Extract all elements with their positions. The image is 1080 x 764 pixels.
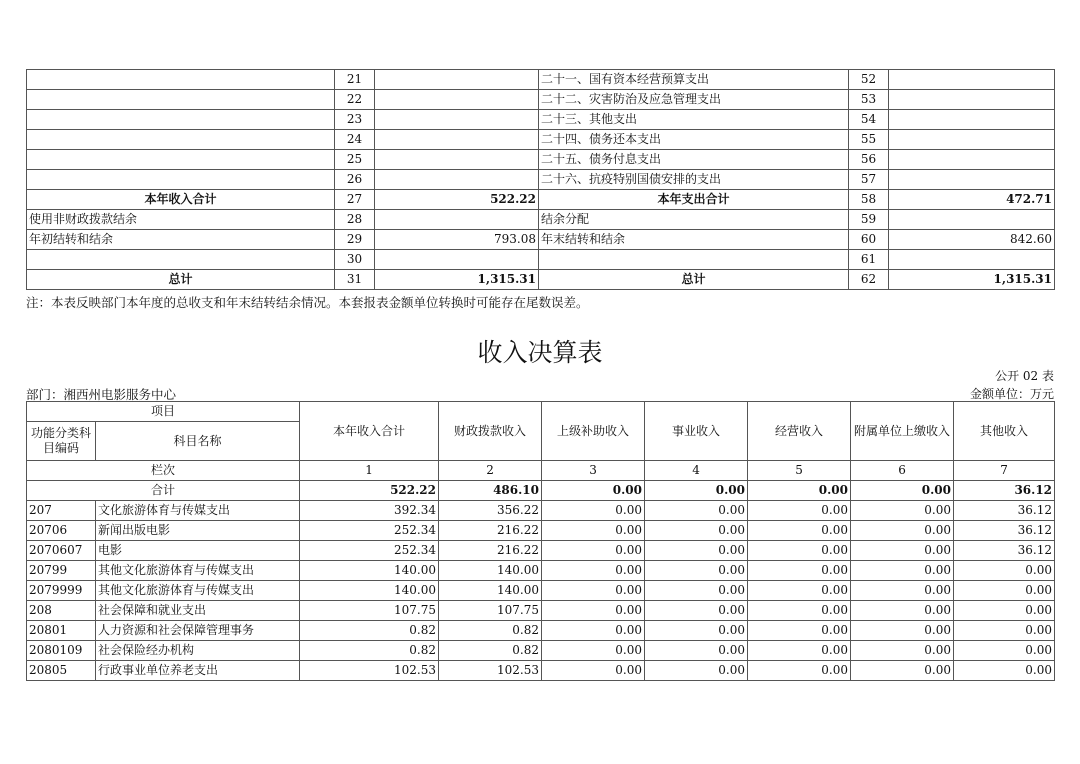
header-other: 其他收入 [954,402,1055,461]
amount-cell: 0.00 [748,621,851,641]
amount-cell: 0.00 [645,581,748,601]
amount-cell: 36.12 [954,521,1055,541]
subject-name: 其他文化旅游体育与传媒支出 [96,561,300,581]
amount-cell: 0.00 [542,561,645,581]
amount-cell: 140.00 [300,581,439,601]
amount-cell: 0.00 [542,661,645,681]
amount-cell: 0.00 [542,501,645,521]
amount-cell: 36.12 [954,541,1055,561]
left-item [27,250,335,270]
right-amount [889,150,1055,170]
header-business: 事业收入 [645,402,748,461]
left-amount: 1,315.31 [375,270,539,290]
left-amount [375,130,539,150]
table-row [27,270,1055,290]
amount-cell: 252.34 [300,521,439,541]
column-num: 1 [300,461,439,481]
subject-name: 社会保险经办机构 [96,641,300,661]
left-line-no: 24 [335,130,375,150]
amount-cell: 140.00 [439,581,542,601]
right-amount: 472.71 [889,190,1055,210]
amount-cell: 0.82 [300,641,439,661]
amount-cell: 0.00 [954,601,1055,621]
subject-code: 208 [27,601,96,621]
right-line-no: 59 [849,210,889,230]
table-row [27,250,1055,270]
right-line-no: 60 [849,230,889,250]
amount-cell: 0.00 [954,581,1055,601]
amount-cell: 0.00 [645,501,748,521]
table-row [27,581,1055,601]
left-line-no: 22 [335,90,375,110]
left-line-no: 30 [335,250,375,270]
amount-cell: 0.00 [542,581,645,601]
amount-cell: 0.00 [954,661,1055,681]
left-item: 本年收入合计 [27,190,335,210]
amount-cell: 102.53 [300,661,439,681]
amount-cell: 216.22 [439,521,542,541]
table-row [27,70,1055,90]
amount-cell: 0.00 [645,561,748,581]
amount-cell: 0.00 [954,641,1055,661]
subject-name: 社会保障和就业支出 [96,601,300,621]
amount-cell: 0.00 [748,501,851,521]
amount-cell: 0.00 [542,641,645,661]
right-amount [889,90,1055,110]
right-line-no: 52 [849,70,889,90]
subject-code: 20805 [27,661,96,681]
total-value: 522.22 [300,481,439,501]
table-row [27,601,1055,621]
table-row [27,90,1055,110]
amount-cell: 0.00 [645,621,748,641]
amount-cell: 0.00 [851,641,954,661]
total-value: 0.00 [851,481,954,501]
table-row [27,210,1055,230]
amount-cell: 140.00 [300,561,439,581]
right-amount: 1,315.31 [889,270,1055,290]
left-item [27,90,335,110]
left-item: 使用非财政拨款结余 [27,210,335,230]
header-fiscal: 财政拨款收入 [439,402,542,461]
amount-cell: 0.00 [645,661,748,681]
table-row [27,661,1055,681]
amount-cell: 0.00 [748,541,851,561]
right-line-no: 62 [849,270,889,290]
amount-cell: 0.82 [439,621,542,641]
amount-cell: 0.00 [851,661,954,681]
column-num: 2 [439,461,542,481]
amount-cell: 107.75 [439,601,542,621]
amount-cell: 0.00 [851,501,954,521]
amount-cell: 0.00 [748,641,851,661]
amount-cell: 0.00 [851,541,954,561]
column-num: 3 [542,461,645,481]
right-amount [889,130,1055,150]
subject-name: 行政事业单位养老支出 [96,661,300,681]
subject-code: 207 [27,501,96,521]
right-amount: 842.60 [889,230,1055,250]
header-name: 科目名称 [96,422,300,461]
subject-code: 2070607 [27,541,96,561]
amount-cell: 0.82 [439,641,542,661]
amount-cell: 0.00 [851,601,954,621]
amount-cell: 107.75 [300,601,439,621]
subject-name: 电影 [96,541,300,561]
table-row [27,641,1055,661]
left-item [27,150,335,170]
left-line-no: 25 [335,150,375,170]
subject-name: 人力资源和社会保障管理事务 [96,621,300,641]
left-line-no: 26 [335,170,375,190]
right-item: 年末结转和结余 [539,230,849,250]
left-item [27,70,335,90]
left-line-no: 28 [335,210,375,230]
amount-cell: 0.00 [954,561,1055,581]
left-amount: 522.22 [375,190,539,210]
table-row [27,621,1055,641]
right-item: 结余分配 [539,210,849,230]
left-amount [375,150,539,170]
table-row [27,130,1055,150]
header-column-label: 栏次 [27,461,300,481]
right-item: 二十五、债务付息支出 [539,150,849,170]
left-amount [375,170,539,190]
table-row [27,110,1055,130]
right-amount [889,210,1055,230]
right-line-no: 55 [849,130,889,150]
subject-name: 文化旅游体育与传媒支出 [96,501,300,521]
column-num: 7 [954,461,1055,481]
right-amount [889,170,1055,190]
subject-code: 20799 [27,561,96,581]
form-number: 公开 02 表 [995,369,1054,383]
amount-cell: 0.00 [542,521,645,541]
amount-cell: 252.34 [300,541,439,561]
table-row [27,170,1055,190]
right-line-no: 57 [849,170,889,190]
amount-cell: 0.00 [748,521,851,541]
table-row [27,561,1055,581]
total-label: 合计 [27,481,300,501]
right-item [539,250,849,270]
table-row [27,541,1055,561]
amount-cell: 0.00 [542,541,645,561]
amount-cell: 0.00 [851,621,954,641]
total-value: 36.12 [954,481,1055,501]
header-code: 功能分类科目编码 [27,422,96,461]
header-total: 本年收入合计 [300,402,439,461]
amount-cell: 0.00 [954,621,1055,641]
left-line-no: 29 [335,230,375,250]
income-table [26,401,1055,681]
left-amount [375,70,539,90]
left-amount [375,110,539,130]
amount-cell: 102.53 [439,661,542,681]
right-amount [889,250,1055,270]
header-operating: 经营收入 [748,402,851,461]
right-item: 二十四、债务还本支出 [539,130,849,150]
left-amount [375,90,539,110]
left-line-no: 31 [335,270,375,290]
left-item [27,130,335,150]
right-amount [889,70,1055,90]
left-line-no: 27 [335,190,375,210]
right-item: 总计 [539,270,849,290]
total-value: 0.00 [645,481,748,501]
left-item: 年初结转和结余 [27,230,335,250]
header-project: 项目 [27,402,300,422]
amount-cell: 36.12 [954,501,1055,521]
right-line-no: 56 [849,150,889,170]
amount-cell: 392.34 [300,501,439,521]
total-row [27,481,1055,501]
right-line-no: 58 [849,190,889,210]
total-value: 486.10 [439,481,542,501]
subject-code: 20801 [27,621,96,641]
amount-cell: 0.00 [748,561,851,581]
left-item [27,170,335,190]
amount-cell: 0.00 [748,601,851,621]
right-item: 二十三、其他支出 [539,110,849,130]
table-row [27,501,1055,521]
left-amount [375,250,539,270]
amount-cell: 0.00 [748,581,851,601]
amount-cell: 0.00 [851,581,954,601]
right-line-no: 61 [849,250,889,270]
subject-code: 20706 [27,521,96,541]
right-item: 二十一、国有资本经营预算支出 [539,70,849,90]
table-row [27,150,1055,170]
amount-cell: 0.00 [645,521,748,541]
amount-cell: 0.00 [645,641,748,661]
table-row [27,190,1055,210]
summary-table-body [27,70,1055,290]
total-value: 0.00 [748,481,851,501]
subject-name: 新闻出版电影 [96,521,300,541]
amount-cell: 0.00 [645,601,748,621]
left-line-no: 21 [335,70,375,90]
amount-cell: 0.00 [542,621,645,641]
subject-name: 其他文化旅游体育与传媒支出 [96,581,300,601]
header-affiliated: 附属单位上缴收入 [851,402,954,461]
header-superior: 上级补助收入 [542,402,645,461]
table-row [27,521,1055,541]
amount-cell: 0.00 [851,561,954,581]
left-item: 总计 [27,270,335,290]
right-item: 二十二、灾害防治及应急管理支出 [539,90,849,110]
total-value: 0.00 [542,481,645,501]
right-line-no: 53 [849,90,889,110]
page-title: 收入决算表 [477,338,603,367]
department-label: 部门：湘西州电影服务中心 [26,387,177,402]
right-line-no: 54 [849,110,889,130]
amount-cell: 140.00 [439,561,542,581]
summary-table [26,69,1055,290]
unit-label: 金额单位：万元 [969,387,1054,401]
amount-cell: 356.22 [439,501,542,521]
subject-code: 2080109 [27,641,96,661]
right-item: 本年支出合计 [539,190,849,210]
left-amount [375,210,539,230]
right-amount [889,110,1055,130]
amount-cell: 0.82 [300,621,439,641]
table-row [27,230,1055,250]
amount-cell: 0.00 [748,661,851,681]
left-item [27,110,335,130]
left-amount: 793.08 [375,230,539,250]
column-num: 6 [851,461,954,481]
amount-cell: 0.00 [645,541,748,561]
amount-cell: 216.22 [439,541,542,561]
subject-code: 2079999 [27,581,96,601]
income-table-body [27,481,1055,681]
amount-cell: 0.00 [542,601,645,621]
column-num: 5 [748,461,851,481]
column-num: 4 [645,461,748,481]
income-table-header [27,402,1055,481]
left-line-no: 23 [335,110,375,130]
table-note: 注：本表反映部门本年度的总收支和年末结转结余情况。本套报表金额单位转换时可能存在尾数误差。 [26,295,589,310]
amount-cell: 0.00 [851,521,954,541]
right-item: 二十六、抗疫特别国债安排的支出 [539,170,849,190]
